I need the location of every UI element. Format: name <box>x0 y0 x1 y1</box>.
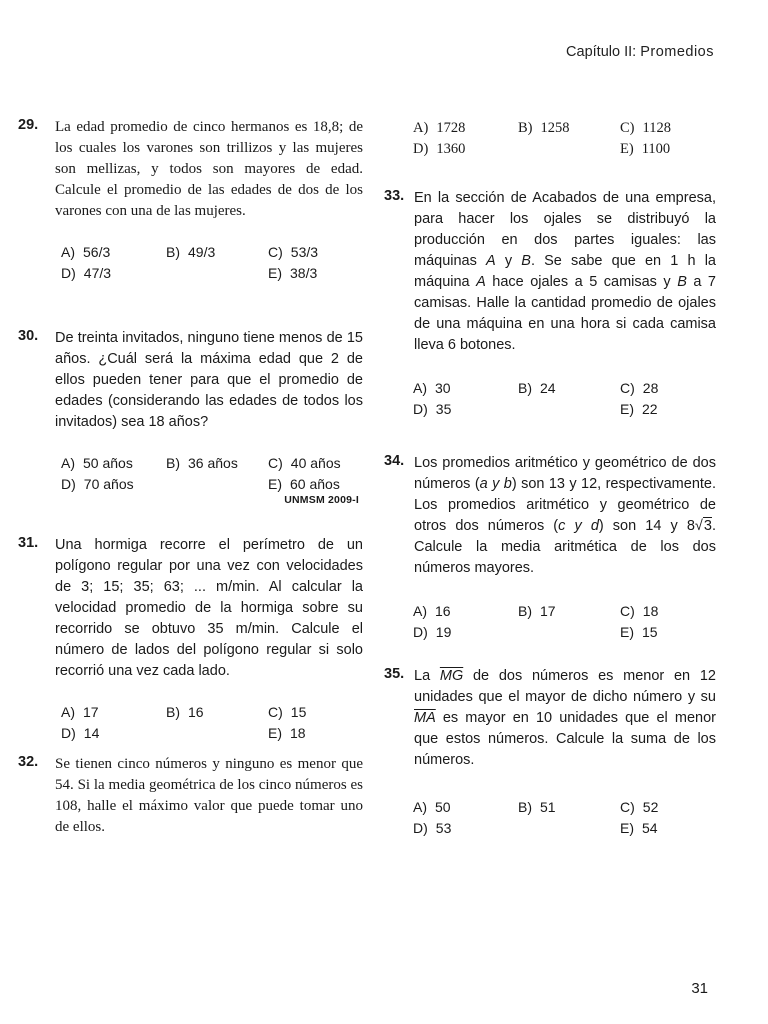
problem-32 <box>18 754 363 838</box>
option-d: D) 70 años <box>61 476 134 492</box>
option-a: A) 16 <box>413 603 451 619</box>
problem-number: 34. <box>384 453 405 469</box>
option-b: B) 36 años <box>166 455 238 471</box>
option-a: A) 1728 <box>413 120 466 136</box>
problem-29 <box>18 117 363 288</box>
problem-number: 32. <box>18 754 39 770</box>
source-tag: UNMSM 2009-I <box>284 494 359 506</box>
option-c: C) 40 años <box>268 455 341 471</box>
option-c: C) 53/3 <box>268 244 319 260</box>
problem-number: 35. <box>384 666 405 682</box>
problem-35 <box>384 666 716 843</box>
problem-number: 29. <box>18 117 39 133</box>
option-b: B) 24 <box>518 380 556 396</box>
option-d: D) 47/3 <box>61 265 112 281</box>
problem-31 <box>18 535 363 748</box>
option-c: C) 28 <box>620 380 659 396</box>
option-e: E) 60 años <box>268 476 340 492</box>
problem-30 <box>18 328 363 506</box>
option-a: A) 50 años <box>61 455 133 471</box>
option-e: E) 22 <box>620 401 658 417</box>
answer-options <box>413 380 716 424</box>
answer-options <box>413 120 716 164</box>
problem-text: La edad promedio de cinco hermanos es 18,8; de los cuales los varones son trillizos y las mujeres son mellizas, y todos son mayores de edad. Calcule el promedio de las edades de dos de los varones con una de las mujeres. <box>55 119 363 219</box>
answer-options <box>61 244 363 288</box>
chapter-subject: Promedios <box>640 44 714 60</box>
option-e: E) 38/3 <box>268 265 318 281</box>
option-d: D) 14 <box>61 725 100 741</box>
problem-text: La $\overline{MG}$ de dos números es menor en 12 unidades que el mayor de dicho número y su $\overline{MA}$ es mayor en 10 unidades que el menor que estos números. Calcule la suma de los números. <box>414 668 716 768</box>
problem-33 <box>384 188 716 424</box>
problem-text: De treinta invitados, ninguno tiene menos de 15 años. ¿Cuál será la máxima edad que 2 de ellos pueden tener para que el promedio de edades (considerando las edades de todos los invitados) sea 18 años? <box>55 330 363 430</box>
chapter-label: Capítulo II: <box>566 44 637 60</box>
option-d: D) 1360 <box>413 141 466 157</box>
sqrt-symbol: √ <box>694 518 703 534</box>
option-b: B) 17 <box>518 603 556 619</box>
problem-text: Los promedios aritmético y geométrico de dos números (a y b) son 13 y 12, respectivamente. Los promedios aritmético y geométrico de otros dos números (c y d) son 14 y 8√3. Calcule la media aritmética de los dos números mayores. <box>414 455 716 576</box>
option-b: B) 51 <box>518 799 556 815</box>
option-a: A) 30 <box>413 380 451 396</box>
option-c: C) 1128 <box>620 120 671 136</box>
problem-text: Se tienen cinco números y ninguno es menor que 54. Si la media geométrica de los cinco números es 108, halle el máximo valor que puede tomar uno de ellos. <box>55 756 363 835</box>
problem-32-options <box>384 120 716 164</box>
problem-number: 33. <box>384 188 405 204</box>
chapter-header <box>566 44 714 60</box>
option-d: D) 53 <box>413 820 452 836</box>
answer-options <box>61 704 363 748</box>
option-e: E) 54 <box>620 820 658 836</box>
option-e: E) 15 <box>620 624 658 640</box>
option-b: B) 1258 <box>518 120 570 136</box>
answer-options <box>413 799 716 843</box>
answer-options <box>61 455 363 499</box>
answer-options <box>413 603 716 647</box>
problem-number: 30. <box>18 328 39 344</box>
option-c: C) 15 <box>268 704 307 720</box>
problem-34 <box>384 453 716 647</box>
option-b: B) 49/3 <box>166 244 216 260</box>
option-c: C) 52 <box>620 799 659 815</box>
option-a: A) 56/3 <box>61 244 111 260</box>
option-e: E) 1100 <box>620 141 671 157</box>
option-a: A) 50 <box>413 799 451 815</box>
problem-text: En la sección de Acabados de una empresa, para hacer los ojales se distribuyó la producción en dos partes iguales: las máquinas A y B. Se sabe que en 1 h la máquina A hace ojales a 5 camisas y B a 7 camisas. Halle la cantidad promedio de ojales de una máquina en una hora si cada camisa lleva 6 botones. <box>414 190 716 353</box>
page-number: 31 <box>691 980 708 997</box>
option-e: E) 18 <box>268 725 306 741</box>
problem-text: Una hormiga recorre el perímetro de un polígono regular por una vez con velocidades de 3; 15; 35; 63; ... m/min. Al calcular la velocidad promedio de la hormiga sobre su recorrido se obtuvo 35 m/min. Calcule el número de lados del polígono regular si solo recorrió una vez cada lado. <box>55 537 363 679</box>
option-c: C) 18 <box>620 603 659 619</box>
option-d: D) 35 <box>413 401 452 417</box>
option-b: B) 16 <box>166 704 204 720</box>
option-a: A) 17 <box>61 704 99 720</box>
problem-number: 31. <box>18 535 39 551</box>
option-d: D) 19 <box>413 624 452 640</box>
